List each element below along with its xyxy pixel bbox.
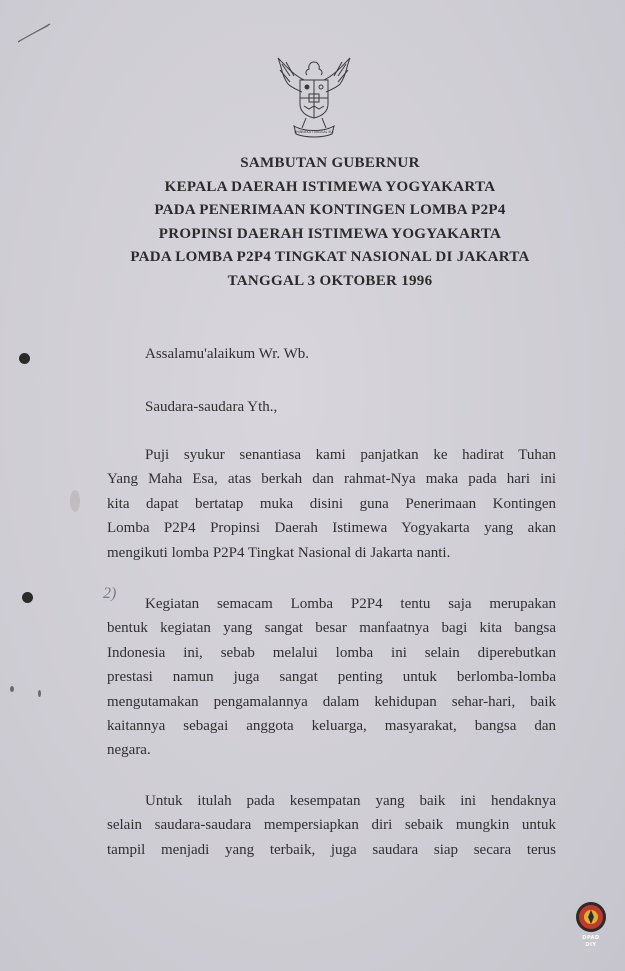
title-line: PROPINSI DAERAH ISTIMEWA YOGYAKARTA <box>158 225 502 242</box>
paragraph-3-line: Untuk itulah pada kesempatan yang baik ini hendaknya <box>145 793 556 809</box>
paragraph-2-line: negara. <box>107 742 151 759</box>
greeting <box>107 342 594 366</box>
paper-speck <box>38 690 41 697</box>
document-title <box>100 152 560 293</box>
punch-hole <box>19 353 30 364</box>
paragraph-2-line: Indonesia ini, sebab melalui lomba ini selain diperebutkan <box>107 644 556 661</box>
paragraph-1-line: mengikuti lomba P2P4 Tingkat Nasional di Jakarta nanti. <box>107 544 451 561</box>
stamp-line1: DPAD <box>582 935 600 941</box>
paragraph-1 <box>107 443 556 565</box>
punch-hole <box>22 592 33 603</box>
paragraph-1-line: kita dapat bertatap muka disini guna Penerimaan Kontingen <box>107 495 556 512</box>
paragraph-1-line: Puji syukur senantiasa kami panjatkan ke hadirat Tuhan <box>145 447 556 463</box>
paragraph-2-line: kaitannya sebagai anggota keluarga, masyarakat, bangsa dan <box>107 718 556 735</box>
stamp-line2: DIY <box>585 942 597 948</box>
title-line: PADA LOMBA P2P4 TINGKAT NASIONAL DI JAKARTA <box>130 249 530 265</box>
title-line: SAMBUTAN GUBERNUR <box>240 155 420 171</box>
pen-mark <box>16 22 52 44</box>
paragraph-2-line: mengutamakan pengamalannya dalam kehidupan sehar-hari, baik <box>107 693 556 710</box>
paragraph-2-line: bentuk kegiatan yang sangat besar manfaatnya bagi kita bangsa <box>107 620 556 637</box>
paper-stain <box>70 490 80 512</box>
stamp-label <box>574 935 608 949</box>
greeting-text: Assalamu'alaikum Wr. Wb. <box>145 346 310 362</box>
paragraph-3-line: selain saudara-saudara mempersiapkan diri sebaik mungkin untuk <box>107 817 556 834</box>
salutation <box>145 395 545 419</box>
title-line: PADA PENERIMAAN KONTINGEN LOMBA P2P4 <box>154 202 506 218</box>
paper-speck <box>10 686 14 692</box>
salutation-text: Saudara-saudara Yth., <box>145 399 278 415</box>
paragraph-1-line: Yang Maha Esa, atas berkah dan rahmat-Nya maka pada hari ini <box>107 471 556 488</box>
paragraph-2 <box>107 592 556 763</box>
paragraph-2-line: Kegiatan semacam Lomba P2P4 tentu saja merupakan <box>145 596 556 612</box>
paragraph-1-line: Lomba P2P4 Propinsi Daerah Istimewa Yogyakarta yang akan <box>107 520 556 537</box>
paragraph-2-line: prestasi namun juga sangat penting untuk berlomba-lomba <box>107 669 556 686</box>
paragraph-3 <box>107 789 556 862</box>
title-line: KEPALA DAERAH ISTIMEWA YOGYAKARTA <box>164 178 496 195</box>
paragraph-3-line: tampil menjadi yang terbaik, juga saudara siap secara terus <box>107 841 556 858</box>
title-line: TANGGAL 3 OKTOBER 1996 <box>227 272 433 289</box>
garuda-emblem-icon <box>276 54 352 138</box>
handwritten-margin-note: 2) <box>103 585 117 602</box>
emblem-motto: BHINNEKA TUNGGAL IKA <box>294 130 334 134</box>
